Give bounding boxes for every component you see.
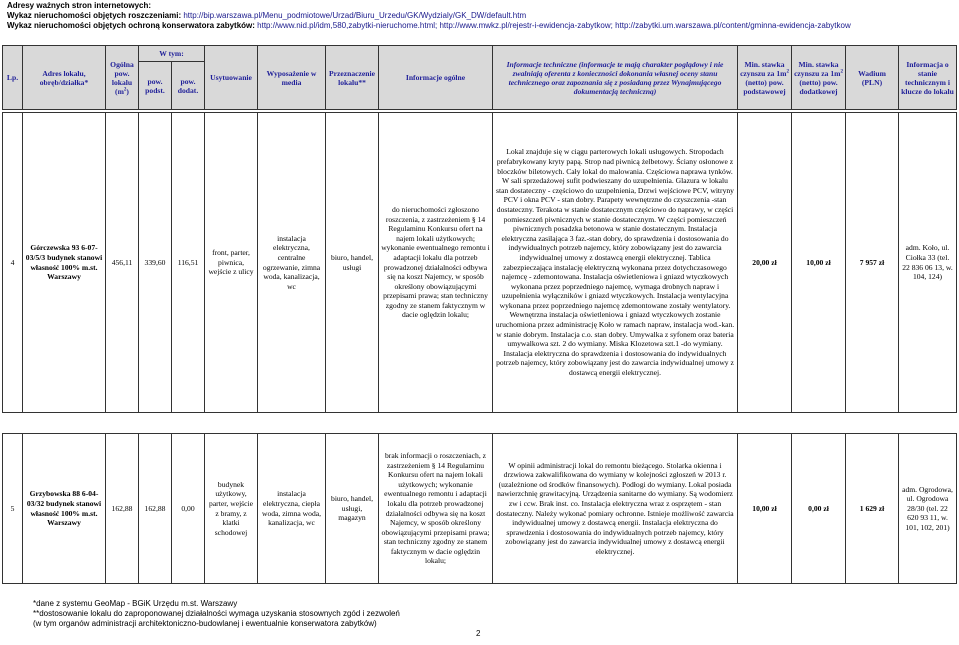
cell-deposit: 1 629 zł [846,434,899,584]
header-utilities: Wyposażenie w media [258,46,326,110]
header-total-area: Ogólna pow. lokalu $(m^2)$ [106,46,139,110]
cell-technical-info: Lokal znajduje się w ciągu parterowych lokali usługowych. Stropodach prefabrykowany kryty papą. Strop nad piwnicą żelbetowy. Ściany osłonowe z bloczków biletowych. Cały lokal do malowania. Częściowa naprawa tynków. W sali sprzedażowej sufit podwieszany do uzupełnienia. Glazura w lokalu stan dostateczny - częściowo do uzupełnienia, Drzwi wejściowe PCV, witryny PCV i okna PCV - stan dobry. Parapety wewnętrzne do czyszczenia -stan dostateczny. Terakota w stanie dostatecznym częściowo do naprawy, w części pomieszczeń piwnicznych w stanie dostatecznym. W części pomieszczeń piwnicznych posadzka betonowa w stanie dostatecznym. Instalacja elektryczna zasilająca 3 faz.-stan dobry, do sprawdzenia i dostosowania do indywidualnych potrzeb najemcy, który zobowiązany jest do zawarcia indywidualnej umowy z dostawcą energii elektrycznej. Tablica zabezpieczająca instalację elektryczną wykonana przez dotychczasowego najemcę - zdemontowana. Instalacja oświetleniowa i gniazd wtyczkowych wykonana przez poprzedniego najemcę, wymaga drobnych napraw i uzupełnienia wyłączników i gniazd wtyczkowych. Instalacja wentylacyjna wykonana przez poprzedniego najemcę zdemontowane zostały wentylatory. Wewnętrzna instalacja oświetleniowa i gniazd wtyczkowych zostanie uruchomiona przez administrację Koło w ramach napraw, instalacja wod.-kan. w stanie dobrym. Instalacja c.o. stan dobry. Umywalka z syfonem oraz bateria umywalkowa szt. 2 do wymiany. Miska Klozetowa szt.1 -do wymiany. Instalacja elektryczna do sprawdzenia i dostosowania do indywidualnych potrzeb najemcy, który zobowiązany jest do zawarcia indywidualnej umowy z dostawcą energii elektrycznej. [493,113,738,413]
footnote-authorities: (w tym organów administracji architektoniczno-budowlanej i ewentualnie konserwatora zabytków) [33,619,377,628]
cell-purpose: biuro, handel, usługi, magazyn [326,434,379,584]
header-basic-area: pow. podst. [139,62,172,110]
cell-keys-info: adm. Ogrodowa, ul. Ogrodowa 28/30 (tel. 22 620 93 11, w. 101, 102, 201) [899,434,957,584]
cell-total-area: 162,88 [106,434,139,584]
header-additional-area: pow. dodat. [172,62,205,110]
cell-rate-basic: 20,00 zł [738,113,792,413]
header-technical-info: Informacje techniczne (informacje te mają charakter poglądowy i nie zwalniają oferenta z konieczności dokonania własnej oceny stanu technicznego oraz zapoznania się z posiadaną przez Wynajmującego dokumentacją techniczną) [493,46,738,110]
footnote-geomap: *dane z systemu GeoMap - BGiK Urzędu m.st. Warszawy [33,599,238,608]
cell-basic-area: 162,88 [139,434,172,584]
table-header [2,45,957,110]
footnote-permits: **dostosowanie lokalu do zaproponowanej działalności wymaga uzyskania stosownych zgód i zezwoleń [33,609,400,618]
cell-utilities: instalacja elektryczna, centralne ogrzewanie, zimna woda, kanalizacja, wc [258,113,326,413]
cell-location: front, parter, piwnica, wejście z ulicy [205,113,258,413]
page-number: 2 [476,629,481,638]
cell-additional-area: 0,00 [172,434,205,584]
header-keys-info: Informacja o stanie technicznym i klucze do lokalu [899,46,957,110]
cell-technical-info: W opinii administracji lokal do remontu bieżącego. Stolarka okienna i drzwiowa zakwalifikowana do wymiany w kolejności zgłoszeń w 2013 r. (uzależnione od środków finansowych). Podłogi do wymiany. Lokal posiada nawierzchnię grawitacyjną. Urządzenia sanitarne do wymiany. Są wodomierz zw i ccw. Brak inst. co. Instalacja elektryczna wraz z osprzętem - stan dostateczny. Należy wykonać pomiary ochronne. Istnieje możliwość zawarcia indywidualnej umowy z dostawcą energii. Instalacja elektryczna do sprawdzenia i dostosowania do indywidualnych potrzeb najemcy, który zobowiązany jest do zawarcia indywidualnej umowy z dostawcą energii elektrycznej. [493,434,738,584]
header-address: Adres lokalu, obręb/działka* [23,46,106,110]
cell-purpose: biuro, handel, usługi [326,113,379,413]
cell-general-info: brak informacji o roszczeniach, z zastrzeżeniem § 14 Regulaminu Konkursu ofert na najem lokali użytkowych; wykonanie ewentualnego remontu i adaptacji lokalu dla potrzeb prowadzonej działalności odbywa się na koszt Najemcy, w sposób określony obowiązującymi przepisami prawa; stan techniczny zgodny ze stanem faktycznym w dacie oględzin lokalu; [379,434,493,584]
cell-total-area: 456,11 [106,113,139,413]
cell-utilities: instalacja elektryczna, ciepła woda, zimna woda, kanalizacja, wc [258,434,326,584]
claims-list-link[interactable]: http://bip.warszawa.pl/Menu_podmiotowe/Urzad/Biuru_Urzedu/GK/Wydzialy/GK_DW/default.htm [183,11,527,20]
websites-heading: Adresy ważnych stron internetowych: [7,1,152,10]
cell-address: Grzybowska 88 6-04-03/32 budynek stanowi własność 100% m.st. Warszawy [23,434,106,584]
cell-rate-additional: 0,00 zł [792,434,846,584]
cell-basic-area: 339,60 [139,113,172,413]
header-rate-additional: Min. stawka czynszu za $1m^2$ (netto) pow. dodatkowej [792,46,846,110]
cell-additional-area: 116,51 [172,113,205,413]
cell-lp: 4 [3,113,23,413]
cell-address: Górczewska 93 6-07-03/5/3 budynek stanowi własność 100% m.st. Warszawy [23,113,106,413]
table-row [2,433,957,584]
header-deposit: Wadium (PLN) [846,46,899,110]
table-row [2,112,957,413]
header-general-info: Informacje ogólne [379,46,493,110]
monuments-list-link[interactable]: http://www.nid.pl/idm,580,zabytki-nieruchome.html; http://www.mwkz.pl/rejestr-i-ewidencja-zabytkow; http://zabytki.um.warszawa.pl/content/gminna-ewidencja-zabytkow [257,21,851,30]
header-of-which: W tym: [139,46,205,62]
claims-list-line: Wykaz nieruchomości objętych roszczeniami: http://bip.warszawa.pl/Menu_podmiotowe/Urzad/Biuru_Urzedu/GK/Wydzialy/GK_DW/default.htm [7,11,527,20]
header-location: Usytuowanie [205,46,258,110]
header-rate-basic: Min. stawka czynszu za $1m^2$ (netto) pow. podstawowej [738,46,792,110]
cell-rate-basic: 10,00 zł [738,434,792,584]
cell-rate-additional: 10,00 zł [792,113,846,413]
cell-keys-info: adm. Koło, ul. Ciołka 33 (tel. 22 836 06 13, w. 104, 124) [899,113,957,413]
cell-general-info: do nieruchomości zgłoszono roszczenia, z zastrzeżeniem § 14 Regulaminu Konkursu ofert na najem lokali użytkowych; wykonanie ewentualnego remontu i adaptacji lokalu dla potrzeb prowadzonej działalności odbywa się na koszt Najemcy, w sposób określony obowiązującymi przepisami prawa; stan techniczny zgodny ze stanem faktycznym w dacie oględzin lokalu; [379,113,493,413]
cell-location: budynek użytkowy, parter, wejście z bramy, z klatki schodowej [205,434,258,584]
header-purpose: Przeznaczenie lokalu** [326,46,379,110]
cell-lp: 5 [3,434,23,584]
header-lp: Lp. [3,46,23,110]
monuments-list-line: Wykaz nieruchomości objętych ochroną konserwatora zabytków: http://www.nid.pl/idm,580,zabytki-nieruchome.html; http://www.mwkz.pl/rejestr-i-ewidencja-zabytkow; http://zabytki.um.warszawa.pl/content/gminna-ewidencja-zabytkow [7,21,851,30]
cell-deposit: 7 957 zł [846,113,899,413]
